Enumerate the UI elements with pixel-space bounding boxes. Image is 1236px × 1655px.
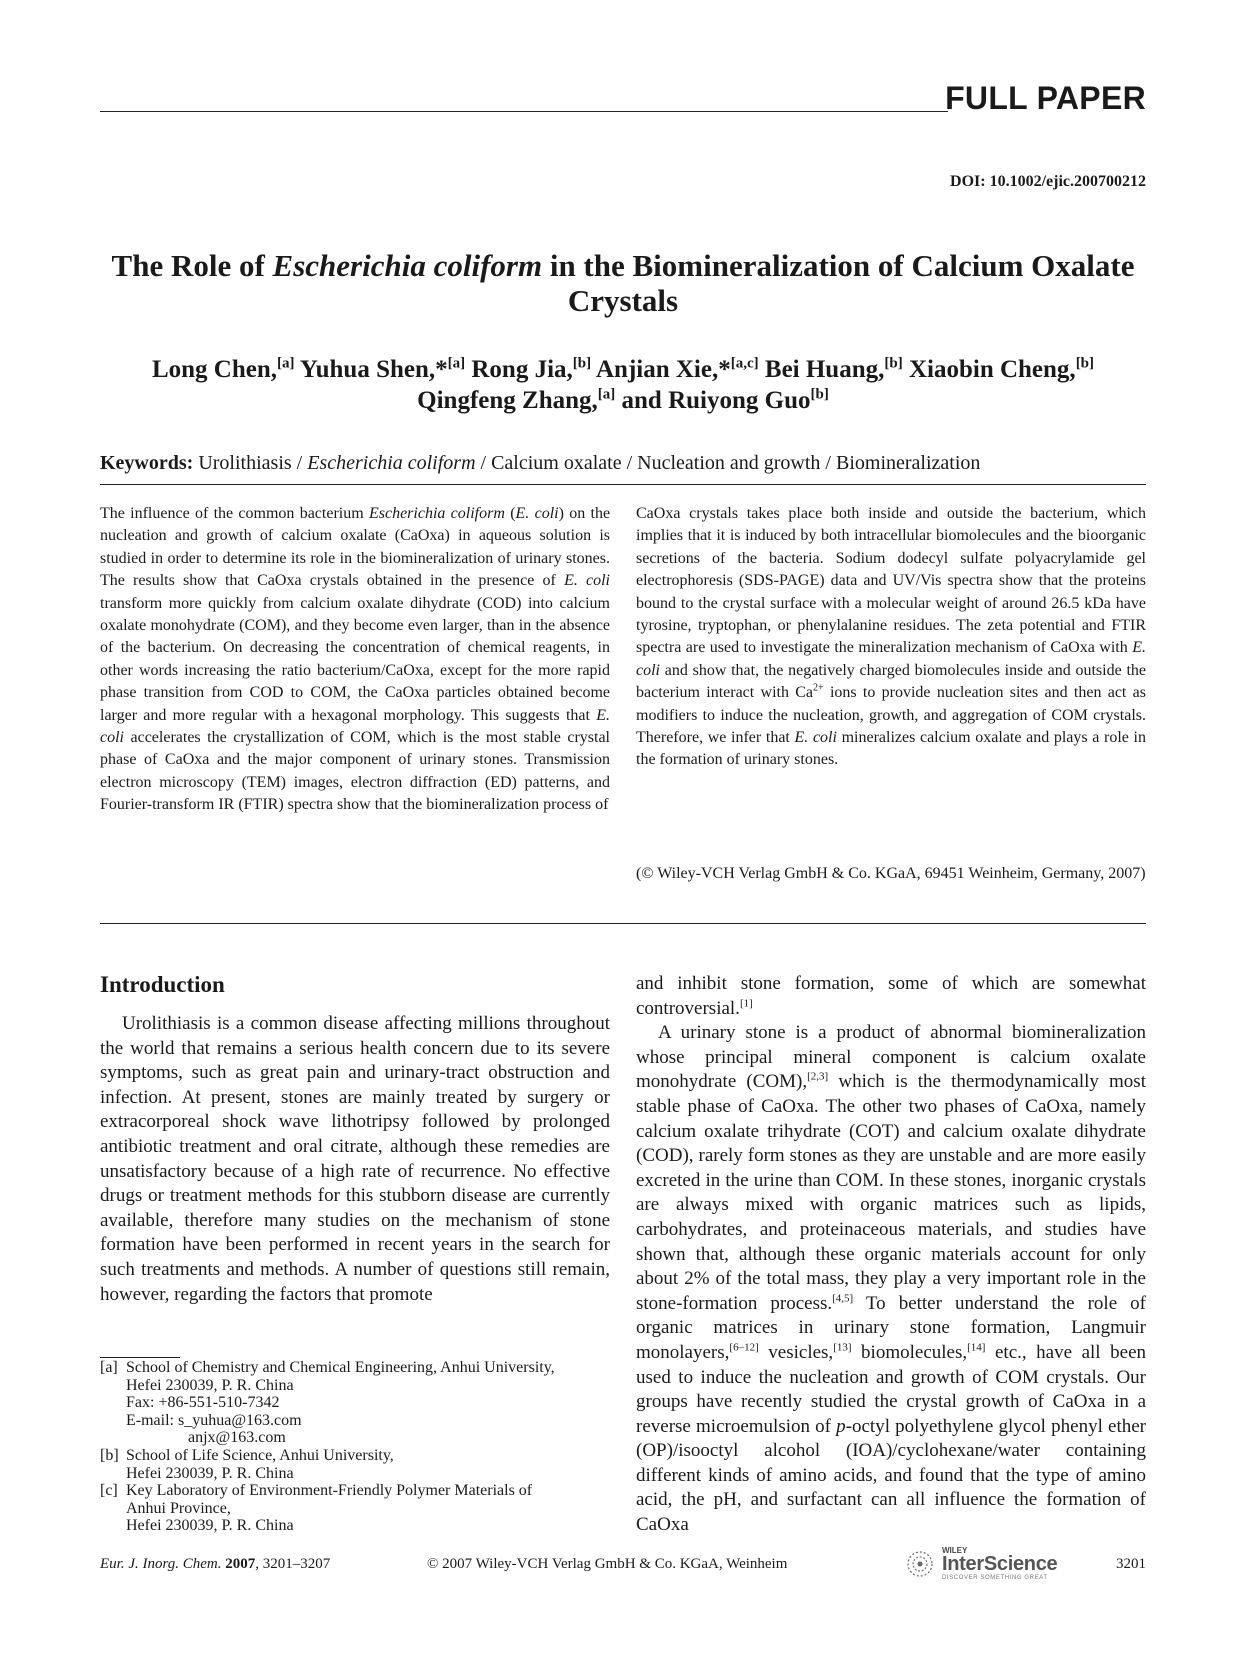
- footnote-key: [a]: [100, 1359, 118, 1376]
- paragraph: [636, 972, 1146, 1021]
- body-left-column: [100, 1012, 610, 1307]
- keyword-text: Urolithiasis /: [198, 452, 308, 474]
- footnote: [100, 1482, 610, 1535]
- citation: [13]: [833, 1341, 852, 1354]
- section-heading: Introduction: [100, 972, 225, 997]
- footnote-line: Key Laboratory of Environment-Friendly Polymer Materials of: [126, 1482, 533, 1500]
- footnote: [100, 1447, 610, 1482]
- logo-tagline: DISCOVER SOMETHING GREAT: [942, 1575, 1048, 1581]
- footnote-key: [b]: [100, 1446, 119, 1464]
- citation: [6–12]: [729, 1341, 759, 1354]
- abstract-text: accelerates the crystallization of COM, which is the most stable crystal phase of CaOxa and the major component of urinary stones. Transmission electron microscopy (TEM) images, electron diffraction (ED) patterns, and Fourier-transform IR (FTIR) spectra show that the biomineralization process of: [100, 729, 610, 814]
- globe-icon: [906, 1550, 934, 1578]
- title-italic: Escherichia coliform: [272, 248, 543, 283]
- author-affiliation: [a,c]: [730, 355, 759, 372]
- author: Yuhua Shen,*: [299, 356, 448, 383]
- page-number: 3201: [1116, 1556, 1146, 1572]
- author-affiliation: [a]: [597, 386, 616, 403]
- logo-small-text: WILEY: [942, 1546, 968, 1555]
- paragraph: [636, 1021, 1146, 1537]
- author: and Ruiyong Guo: [621, 387, 811, 414]
- abstract-text: The influence of the common bacterium: [100, 505, 369, 522]
- abstract-italic: E. coli: [564, 572, 611, 590]
- author: Qingfeng Zhang,: [417, 387, 598, 414]
- citation: [2,3]: [807, 1071, 829, 1084]
- abstract-text: (: [504, 505, 516, 522]
- footnote-line: Fax: +86-551-510-7342: [126, 1394, 280, 1412]
- body-text: and inhibit stone formation, some of which are somewhat controversial.: [636, 973, 1146, 1019]
- author-list: [100, 354, 1146, 416]
- footnote-line: School of Life Science, Anhui University,: [126, 1446, 394, 1464]
- paragraph: Urolithiasis is a common disease affecting millions throughout the world that remains a serious health concern due to its severe symptoms, such as great pain and urinary-tract obstruction and infection. At present, stones are mainly treated by surgery or extracorporeal shock wave lithotripsy followed by prolonged antibiotic treatment and oral citrate, although these remedies are unsatisfactory because of a high rate of recurrence. No effective drugs or treatment methods for this stubborn disease are currently available, therefore many studies on the mechanism of stone formation have been performed in recent years in the search for such treatments and methods. A number of questions still remain, however, regarding the factors that promote: [100, 1013, 610, 1305]
- author-affiliation: [b]: [810, 386, 829, 403]
- paper-title: [100, 248, 1146, 318]
- footer-copyright: © 2007 Wiley-VCH Verlag GmbH & Co. KGaA, Weinheim: [427, 1556, 788, 1572]
- keywords-label: Keywords:: [100, 452, 194, 474]
- footnote-line: Hefei 230039, P. R. China: [126, 1517, 294, 1535]
- footnote-line: Hefei 230039, P. R. China: [126, 1376, 294, 1394]
- abstract-right-column: [636, 503, 1146, 772]
- section-label: FULL PAPER: [945, 80, 1146, 116]
- citation: [14]: [967, 1341, 986, 1354]
- journal-pages: , 3201–3207: [255, 1556, 331, 1572]
- footnote-email: anjx@163.com: [188, 1429, 286, 1447]
- author: Long Chen,: [151, 356, 278, 383]
- interscience-logo: [906, 1546, 1066, 1582]
- footnote-key: [c]: [100, 1482, 118, 1500]
- logo-main-text: InterScience: [942, 1553, 1058, 1575]
- author: Xiaobin Cheng,: [908, 356, 1076, 383]
- author: Rong Jia,: [471, 356, 573, 383]
- abstract-text: ) on the nucleation and growth of calcium oxalate (CaOxa) in aqueous solution is studied in order to determine its role in the biomineralization of urinary stones. The results show that CaOxa crystals obtained in the presence of: [100, 505, 611, 590]
- footnote-line: Anhui Province,: [126, 1499, 231, 1517]
- abstract-italic: E. coli: [515, 505, 559, 522]
- keyword-italic: Escherichia coliform: [307, 452, 476, 474]
- author-affiliation: [a]: [277, 355, 295, 372]
- superscript: 2+: [813, 682, 824, 694]
- abstract-copyright: (© Wiley-VCH Verlag GmbH & Co. KGaA, 69451 Weinheim, Germany, 2007): [636, 865, 1146, 882]
- title-pre: The Role of: [111, 248, 273, 283]
- body-text: -octyl polyethylene glycol phenyl ether (OP)/isooctyl alcohol (IOA)/cyclohexane/water containing different kinds of amino acids, and found that the type of amino acid, the pH, and surfactant can all influence the formation of CaOxa: [636, 1415, 1146, 1536]
- abstract-italic: E. coli: [794, 729, 837, 747]
- author-affiliation: [b]: [572, 355, 592, 372]
- author-affiliation: [a]: [447, 355, 466, 372]
- citation: [1]: [739, 997, 753, 1010]
- footnote-line: E-mail: s_yuhua@163.com: [126, 1411, 302, 1429]
- body-text: etc., have all been used to induce the nucleation and growth of COM crystals. Our groups have recently studied the crystal growth of CaOxa in a reverse microemulsion of: [636, 1341, 1146, 1437]
- author: Anjian Xie,*: [596, 356, 731, 383]
- abstract-text: and show that, the negatively charged biomolecules inside and outside the bacterium interact with Ca: [636, 661, 1146, 702]
- abstract-text: ions to provide nucleation sites and then act as modifiers to induce the nucleation, growth, and aggregation of COM crystals. Therefore, we infer that: [636, 684, 1147, 747]
- keywords-rule: [100, 484, 1146, 485]
- journal-year: 2007: [225, 1556, 256, 1572]
- author-affiliation: [b]: [1075, 355, 1095, 372]
- abstract-italic: Escherichia coliform: [368, 505, 505, 522]
- body-text: which is the thermodynamically most stable phase of CaOxa. The other two phases of CaOxa, namely calcium oxalate trihydrate (COT) and calcium oxalate dihydrate (COD), rarely form stones as they are unstable and are more easily excreted in the urine than COM. In these stones, inorganic crystals are always mixed with organic matrices such as lipids, carbohydrates, and proteinaceous materials, and studies have shown that, although these organic materials account for only about 2% of the total mass, they play a very important role in the stone-formation process.: [636, 1071, 1146, 1314]
- body-right-column: [636, 972, 1146, 1538]
- abstract-text: mineralizes calcium oxalate and plays a role in the formation of urinary stones.: [636, 729, 1147, 769]
- citation: [4,5]: [832, 1292, 854, 1305]
- abstract-text: transform more quickly from calcium oxalate dihydrate (COD) into calcium oxalate monohydrate (COM), and they become even larger, than in the absence of the bacterium. On decreasing the concentration of chemical reagents, in other words increasing the ratio bacterium/CaOxa, except for the more rapid phase transition from COD to COM, the CaOxa particles obtained become larger and more regular with a hexagonal morphology. This suggests that: [100, 594, 610, 724]
- header-rule: [100, 111, 948, 112]
- body-text: biomolecules,: [851, 1341, 968, 1363]
- footnote-rule: [100, 1357, 180, 1358]
- keywords: [100, 452, 980, 475]
- abstract-left-column: [100, 503, 610, 817]
- body-text: To better understand the role of organic matrices in urinary stone formation, Langmuir monolayers,: [636, 1292, 1146, 1363]
- body-text: vesicles,: [758, 1341, 834, 1363]
- body-italic: p: [836, 1415, 846, 1437]
- abstract-italic: E. coli: [636, 639, 1146, 679]
- keyword-text: / Calcium oxalate / Nucleation and growth / Biomineralization: [475, 452, 981, 474]
- journal-citation: [100, 1556, 330, 1573]
- footnote-line: School of Chemistry and Chemical Engineering, Anhui University,: [126, 1359, 555, 1376]
- footnote-line: Hefei 230039, P. R. China: [126, 1464, 294, 1482]
- body-text: A urinary stone is a product of abnormal biomineralization whose principal mineral component is calcium oxalate monohydrate (COM),: [636, 1022, 1146, 1093]
- journal-name: Eur. J. Inorg. Chem.: [100, 1556, 222, 1572]
- abstract-rule: [100, 923, 1146, 924]
- author-affiliation: [b]: [884, 355, 903, 372]
- author: Bei Huang,: [764, 356, 885, 383]
- title-post: in the Biomineralization of Calcium Oxalate Crystals: [542, 248, 1135, 318]
- abstract-text: CaOxa crystals takes place both inside and outside the bacterium, which implies that it is induced by both intracellular biomolecules and the bioorganic secretions of the bacteria. Sodium dodecyl sulfate polyacrylamide gel electrophoresis (SDS-PAGE) data and UV/Vis spectra show that the proteins bound to the crystal surface with a molecular weight of around 26.5 kDa have tyrosine, tryptophan, or phenylalanine residues. The zeta potential and FTIR spectra are used to investigate the mineralization mechanism of CaOxa with: [636, 505, 1146, 657]
- doi: DOI: 10.1002/ejic.200700212: [950, 173, 1146, 190]
- footnote: [100, 1359, 610, 1447]
- abstract-italic: E. coli: [100, 706, 610, 747]
- affiliation-footnotes: [100, 1359, 610, 1535]
